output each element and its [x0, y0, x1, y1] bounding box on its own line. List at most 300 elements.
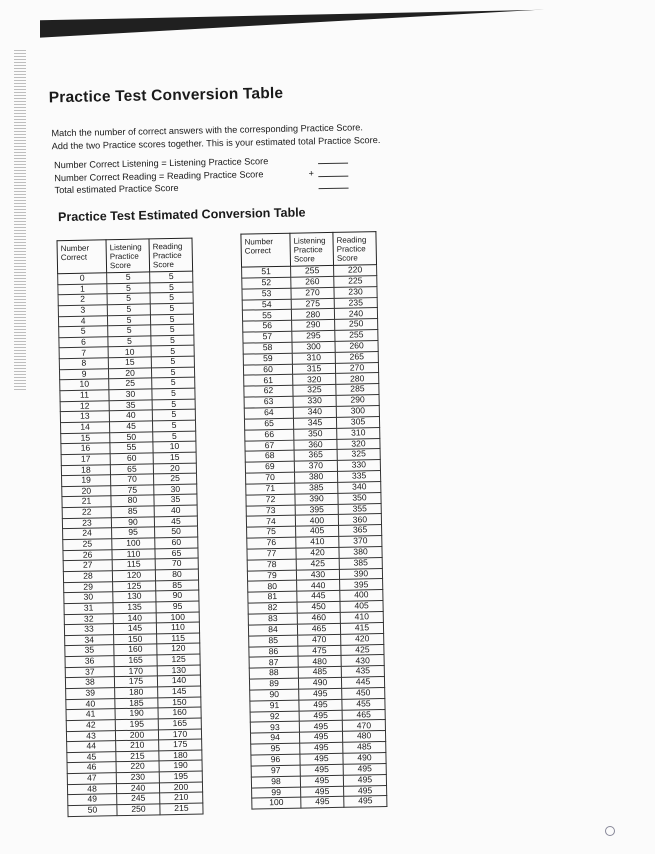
cell-number-correct: 33	[64, 624, 113, 636]
cell-listening-score: 115	[112, 559, 155, 570]
cell-listening-score: 45	[109, 421, 152, 432]
cell-listening-score: 295	[292, 330, 335, 342]
cell-listening-score: 495	[300, 764, 343, 776]
cell-number-correct: 10	[60, 379, 109, 391]
cell-listening-score: 25	[109, 378, 152, 389]
cell-reading-score: 5	[151, 346, 194, 357]
cell-listening-score: 465	[297, 623, 340, 635]
cell-number-correct: 80	[248, 581, 297, 593]
cell-number-correct: 43	[66, 730, 115, 742]
cell-number-correct: 0	[58, 273, 107, 285]
cell-reading-score: 495	[344, 785, 387, 797]
cell-reading-score: 5	[150, 292, 193, 303]
instruction-line: Add the two Practice scores together. This is your estimated total Practice Score.	[51, 134, 381, 152]
cell-reading-score: 140	[157, 675, 200, 686]
cell-reading-score: 350	[338, 492, 381, 504]
cell-reading-score: 90	[156, 590, 199, 601]
cell-listening-score: 330	[293, 396, 336, 408]
cell-number-correct: 84	[248, 624, 297, 636]
cell-number-correct: 6	[59, 337, 108, 349]
cell-reading-score: 465	[342, 709, 385, 721]
cell-listening-score: 495	[299, 699, 342, 711]
cell-reading-score: 5	[151, 324, 194, 335]
cell-number-correct: 98	[251, 776, 300, 788]
cell-reading-score: 5	[153, 431, 196, 442]
instructions	[51, 121, 380, 153]
header-number-correct: Number Correct	[57, 240, 107, 274]
cell-number-correct: 62	[244, 385, 293, 397]
cell-listening-score: 185	[115, 697, 158, 708]
cell-number-correct: 68	[245, 451, 294, 463]
formula-operator	[304, 179, 318, 192]
cell-number-correct: 18	[61, 464, 110, 476]
cell-listening-score: 170	[114, 666, 157, 677]
cell-listening-score: 5	[107, 283, 150, 294]
cell-number-correct: 31	[64, 603, 113, 615]
cell-listening-score: 220	[116, 761, 159, 772]
cell-reading-score: 5	[151, 367, 194, 378]
cell-number-correct: 7	[59, 347, 108, 359]
cell-reading-score: 430	[341, 655, 384, 667]
cell-number-correct: 74	[246, 516, 295, 528]
cell-listening-score: 290	[292, 320, 335, 332]
cell-number-correct: 61	[244, 375, 293, 387]
cell-listening-score: 495	[299, 721, 342, 733]
cell-number-correct: 15	[61, 432, 110, 444]
cell-reading-score: 100	[156, 612, 199, 623]
cell-number-correct: 72	[246, 494, 295, 506]
cell-reading-score: 85	[156, 580, 199, 591]
cell-number-correct: 37	[65, 666, 114, 678]
cell-number-correct: 87	[249, 657, 298, 669]
cell-number-correct: 52	[242, 277, 291, 289]
cell-listening-score: 245	[117, 793, 160, 804]
cell-reading-score: 425	[341, 644, 384, 656]
cell-number-correct: 49	[68, 794, 117, 806]
cell-reading-score: 165	[158, 718, 201, 729]
cell-listening-score: 270	[291, 287, 334, 299]
cell-reading-score: 125	[157, 654, 200, 665]
cell-reading-score: 5	[150, 271, 193, 282]
cell-reading-score: 490	[343, 752, 386, 764]
cell-reading-score: 285	[336, 384, 379, 396]
cell-number-correct: 17	[61, 454, 110, 466]
cell-number-correct: 12	[60, 400, 109, 412]
cell-reading-score: 235	[334, 297, 377, 309]
header-listening: Listening Practice Score	[290, 232, 334, 266]
cell-listening-score: 460	[297, 612, 340, 624]
cell-reading-score: 280	[336, 373, 379, 385]
cell-number-correct: 44	[67, 741, 116, 753]
cell-number-correct: 97	[251, 765, 300, 777]
cell-listening-score: 195	[115, 719, 158, 730]
cell-number-correct: 76	[247, 537, 296, 549]
cell-reading-score: 270	[335, 362, 378, 374]
header-listening: Listening Practice Score	[106, 239, 150, 273]
cell-listening-score: 345	[293, 417, 336, 429]
cell-number-correct: 46	[67, 762, 116, 774]
cell-listening-score: 390	[295, 493, 338, 505]
cell-listening-score: 430	[296, 569, 339, 581]
cell-number-correct: 14	[61, 422, 110, 434]
cell-number-correct: 22	[62, 507, 111, 519]
cell-listening-score: 5	[108, 336, 151, 347]
cell-number-correct: 67	[245, 440, 294, 452]
cell-listening-score: 100	[112, 538, 155, 549]
cell-reading-score: 320	[337, 438, 380, 450]
cell-listening-score: 55	[110, 442, 153, 453]
cell-listening-score: 280	[291, 309, 334, 321]
cell-reading-score: 335	[337, 471, 380, 483]
cell-reading-score: 60	[155, 537, 198, 548]
cell-reading-score: 265	[335, 351, 378, 363]
cell-listening-score: 140	[113, 612, 156, 623]
cell-listening-score: 495	[301, 797, 344, 809]
cell-reading-score: 15	[153, 452, 196, 463]
cell-listening-score: 400	[295, 515, 338, 527]
cell-number-correct: 45	[67, 752, 116, 764]
cell-reading-score: 50	[155, 526, 198, 537]
cell-number-correct: 96	[251, 754, 300, 766]
table-header-row	[241, 232, 377, 268]
cell-listening-score: 35	[109, 400, 152, 411]
cell-reading-score: 435	[341, 666, 384, 678]
cell-number-correct: 100	[252, 797, 301, 809]
cell-number-correct: 86	[249, 646, 298, 658]
cell-number-correct: 88	[249, 667, 298, 679]
cell-listening-score: 340	[293, 406, 336, 418]
formula-blank	[318, 179, 348, 190]
cell-number-correct: 58	[243, 342, 292, 354]
header-number-correct: Number Correct	[241, 233, 291, 267]
cell-listening-score: 365	[294, 450, 337, 462]
cell-listening-score: 395	[295, 504, 338, 516]
cell-listening-score: 410	[296, 536, 339, 548]
cell-listening-score: 50	[110, 432, 153, 443]
cell-listening-score: 95	[112, 527, 155, 538]
cell-listening-score: 260	[291, 276, 334, 288]
cell-reading-score: 455	[342, 698, 385, 710]
cell-listening-score: 180	[115, 687, 158, 698]
cell-reading-score: 65	[155, 548, 198, 559]
cell-number-correct: 9	[59, 369, 108, 381]
cell-listening-score: 160	[114, 644, 157, 655]
cell-number-correct: 78	[247, 559, 296, 571]
cell-number-correct: 35	[65, 645, 114, 657]
cell-listening-score: 490	[298, 677, 341, 689]
cell-listening-score: 475	[298, 645, 341, 657]
cell-listening-score: 5	[107, 304, 150, 315]
formula-blank	[318, 166, 348, 177]
cell-listening-score: 240	[116, 783, 159, 794]
cell-listening-score: 350	[294, 428, 337, 440]
cell-listening-score: 230	[116, 772, 159, 783]
cell-number-correct: 27	[63, 560, 112, 572]
cell-reading-score: 5	[152, 409, 195, 420]
cell-reading-score: 450	[342, 687, 385, 699]
table-row	[68, 803, 203, 816]
formula-blank	[318, 154, 348, 165]
cell-listening-score: 495	[299, 688, 342, 700]
cell-reading-score: 5	[152, 388, 195, 399]
cell-listening-score: 125	[113, 580, 156, 591]
cell-number-correct: 82	[248, 602, 297, 614]
cell-number-correct: 8	[59, 358, 108, 370]
formula-operator: +	[308, 167, 315, 178]
cell-listening-score: 10	[108, 346, 151, 357]
cell-reading-score: 45	[154, 516, 197, 527]
cell-listening-score: 445	[297, 591, 340, 603]
cell-listening-score: 440	[297, 580, 340, 592]
cell-reading-score: 110	[156, 622, 199, 633]
cell-listening-score: 275	[291, 298, 334, 310]
cell-reading-score: 485	[343, 742, 386, 754]
cell-number-correct: 28	[63, 571, 112, 583]
page-title: Practice Test Conversion Table	[48, 84, 284, 107]
cell-number-correct: 2	[58, 294, 107, 306]
cell-listening-score: 60	[110, 453, 153, 464]
cell-listening-score: 175	[114, 676, 157, 687]
cell-reading-score: 35	[154, 495, 197, 506]
cell-listening-score: 70	[111, 474, 154, 485]
cell-listening-score: 420	[296, 547, 339, 559]
cell-number-correct: 4	[58, 315, 107, 327]
cell-reading-score: 80	[155, 569, 198, 580]
cell-number-correct: 70	[246, 472, 295, 484]
cell-number-correct: 66	[245, 429, 294, 441]
cell-number-correct: 41	[66, 709, 115, 721]
cell-number-correct: 48	[67, 783, 116, 795]
cell-reading-score: 220	[334, 265, 377, 277]
cell-reading-score: 5	[151, 356, 194, 367]
cell-number-correct: 99	[252, 787, 301, 799]
cell-listening-score: 495	[300, 742, 343, 754]
cell-reading-score: 415	[340, 622, 383, 634]
cell-listening-score: 85	[111, 506, 154, 517]
cell-reading-score: 420	[341, 633, 384, 645]
cell-listening-score: 380	[294, 471, 337, 483]
cell-listening-score: 5	[107, 293, 150, 304]
cell-number-correct: 47	[67, 773, 116, 785]
cell-reading-score: 160	[158, 707, 201, 718]
cell-reading-score: 470	[342, 720, 385, 732]
cell-listening-score: 165	[114, 655, 157, 666]
cell-number-correct: 89	[249, 678, 298, 690]
cell-reading-score: 20	[153, 463, 196, 474]
cell-listening-score: 425	[296, 558, 339, 570]
cell-number-correct: 73	[246, 505, 295, 517]
cell-number-correct: 81	[248, 591, 297, 603]
cell-listening-score: 360	[294, 439, 337, 451]
cell-number-correct: 24	[63, 528, 112, 540]
cell-listening-score: 5	[108, 325, 151, 336]
header-reading: Reading Practice Score	[149, 238, 193, 272]
cell-reading-score: 250	[335, 319, 378, 331]
cell-number-correct: 23	[62, 517, 111, 529]
table-header-row	[57, 238, 193, 274]
cell-listening-score: 120	[112, 570, 155, 581]
cell-listening-score: 495	[299, 732, 342, 744]
cell-listening-score: 90	[111, 517, 154, 528]
cell-number-correct: 34	[65, 634, 114, 646]
cell-reading-score: 30	[154, 484, 197, 495]
cell-reading-score: 225	[334, 275, 377, 287]
cell-listening-score: 130	[113, 591, 156, 602]
cell-reading-score: 355	[338, 503, 381, 515]
cell-reading-score: 10	[153, 441, 196, 452]
cell-reading-score: 190	[159, 760, 202, 771]
formula-label: Total estimated Practice Score	[54, 182, 179, 196]
cell-reading-score: 290	[336, 395, 379, 407]
cell-number-correct: 91	[250, 700, 299, 712]
cell-number-correct: 13	[60, 411, 109, 423]
cell-reading-score: 405	[340, 601, 383, 613]
cell-number-correct: 29	[64, 581, 113, 593]
cell-listening-score: 15	[108, 357, 151, 368]
cell-reading-score: 175	[159, 739, 202, 750]
cell-listening-score: 495	[300, 753, 343, 765]
conversion-table-left	[56, 238, 203, 817]
cell-number-correct: 56	[243, 320, 292, 332]
cell-reading-score: 380	[339, 546, 382, 558]
cell-number-correct: 59	[243, 353, 292, 365]
cell-reading-score: 325	[337, 449, 380, 461]
cell-reading-score: 130	[157, 665, 200, 676]
cell-reading-score: 215	[160, 803, 203, 814]
cell-listening-score: 495	[300, 775, 343, 787]
cell-listening-score: 20	[108, 368, 151, 379]
cell-number-correct: 63	[244, 396, 293, 408]
cell-number-correct: 77	[247, 548, 296, 560]
cell-reading-score: 495	[343, 774, 386, 786]
instruction-line: Match the number of correct answers with the corresponding Practice Score.	[51, 122, 363, 139]
cell-listening-score: 250	[117, 804, 160, 815]
cell-reading-score: 5	[150, 314, 193, 325]
cell-reading-score: 195	[159, 771, 202, 782]
cell-number-correct: 20	[62, 486, 111, 498]
cell-reading-score: 230	[334, 286, 377, 298]
cell-reading-score: 180	[159, 750, 202, 761]
cell-number-correct: 25	[63, 539, 112, 551]
cell-number-correct: 50	[68, 805, 117, 817]
cell-reading-score: 95	[156, 601, 199, 612]
cell-listening-score: 450	[297, 601, 340, 613]
cell-reading-score: 300	[336, 406, 379, 418]
cell-listening-score: 320	[293, 374, 336, 386]
cell-reading-score: 240	[334, 308, 377, 320]
cell-number-correct: 95	[251, 743, 300, 755]
cell-number-correct: 94	[251, 732, 300, 744]
cell-reading-score: 410	[340, 612, 383, 624]
cell-listening-score: 470	[298, 634, 341, 646]
cell-number-correct: 71	[246, 483, 295, 495]
cell-number-correct: 79	[247, 570, 296, 582]
cell-number-correct: 64	[244, 407, 293, 419]
cell-reading-score: 480	[342, 731, 385, 743]
cell-reading-score: 495	[343, 763, 386, 775]
cell-listening-score: 370	[294, 461, 337, 473]
cell-number-correct: 11	[60, 390, 109, 402]
cell-listening-score: 30	[109, 389, 152, 400]
cell-reading-score: 385	[339, 557, 382, 569]
cell-listening-score: 80	[111, 495, 154, 506]
cell-reading-score: 40	[154, 505, 197, 516]
scan-mark	[605, 826, 615, 836]
cell-listening-score: 75	[111, 485, 154, 496]
cell-reading-score: 330	[337, 460, 380, 472]
cell-reading-score: 255	[335, 330, 378, 342]
cell-number-correct: 16	[61, 443, 110, 455]
formula-operator	[304, 154, 318, 167]
cell-reading-score: 170	[158, 729, 201, 740]
cell-listening-score: 485	[298, 667, 341, 679]
cell-number-correct: 90	[250, 689, 299, 701]
cell-reading-score: 5	[150, 303, 193, 314]
cell-listening-score: 315	[292, 363, 335, 375]
cell-reading-score: 25	[154, 473, 197, 484]
cell-number-correct: 69	[245, 461, 294, 473]
cell-number-correct: 5	[59, 326, 108, 338]
cell-number-correct: 60	[243, 364, 292, 376]
table-title: Practice Test Estimated Conversion Table	[57, 205, 306, 225]
cell-number-correct: 32	[64, 613, 113, 625]
cell-reading-score: 390	[339, 568, 382, 580]
cell-number-correct: 21	[62, 496, 111, 508]
cell-reading-score: 5	[150, 282, 193, 293]
cell-number-correct: 75	[247, 526, 296, 538]
formula-label: Number Correct Reading = Reading Practice Score	[54, 168, 264, 183]
cell-number-correct: 51	[242, 266, 291, 278]
cell-number-correct: 65	[244, 418, 293, 430]
cell-number-correct: 85	[249, 635, 298, 647]
formula-label: Number Correct Listening = Listening Practice Score	[53, 156, 269, 171]
cell-number-correct: 26	[63, 549, 112, 561]
cell-reading-score: 150	[158, 697, 201, 708]
cell-reading-score: 400	[340, 590, 383, 602]
cell-reading-score: 70	[155, 558, 198, 569]
cell-number-correct: 19	[62, 475, 111, 487]
cell-reading-score: 115	[157, 633, 200, 644]
cell-reading-score: 5	[151, 335, 194, 346]
cell-listening-score: 495	[301, 786, 344, 798]
cell-reading-score: 360	[338, 514, 381, 526]
cell-listening-score: 200	[115, 729, 158, 740]
cell-listening-score: 145	[113, 623, 156, 634]
cell-reading-score: 260	[335, 340, 378, 352]
cell-listening-score: 405	[296, 526, 339, 538]
cell-reading-score: 5	[152, 420, 195, 431]
conversion-table-right	[240, 231, 387, 810]
cell-number-correct: 57	[243, 331, 292, 343]
cell-listening-score: 325	[293, 385, 336, 397]
cell-number-correct: 38	[65, 677, 114, 689]
cell-number-correct: 92	[250, 711, 299, 723]
cell-reading-score: 305	[336, 416, 379, 428]
cell-reading-score: 5	[152, 377, 195, 388]
cell-number-correct: 53	[242, 288, 291, 300]
cell-number-correct: 93	[250, 722, 299, 734]
cell-number-correct: 36	[65, 656, 114, 668]
cell-listening-score: 5	[107, 314, 150, 325]
cell-reading-score: 340	[338, 481, 381, 493]
cell-number-correct: 55	[242, 310, 291, 322]
cell-listening-score: 40	[109, 410, 152, 421]
cell-listening-score: 135	[113, 602, 156, 613]
cell-listening-score: 215	[116, 751, 159, 762]
cell-reading-score: 310	[337, 427, 380, 439]
cell-number-correct: 83	[248, 613, 297, 625]
cell-reading-score: 370	[339, 536, 382, 548]
